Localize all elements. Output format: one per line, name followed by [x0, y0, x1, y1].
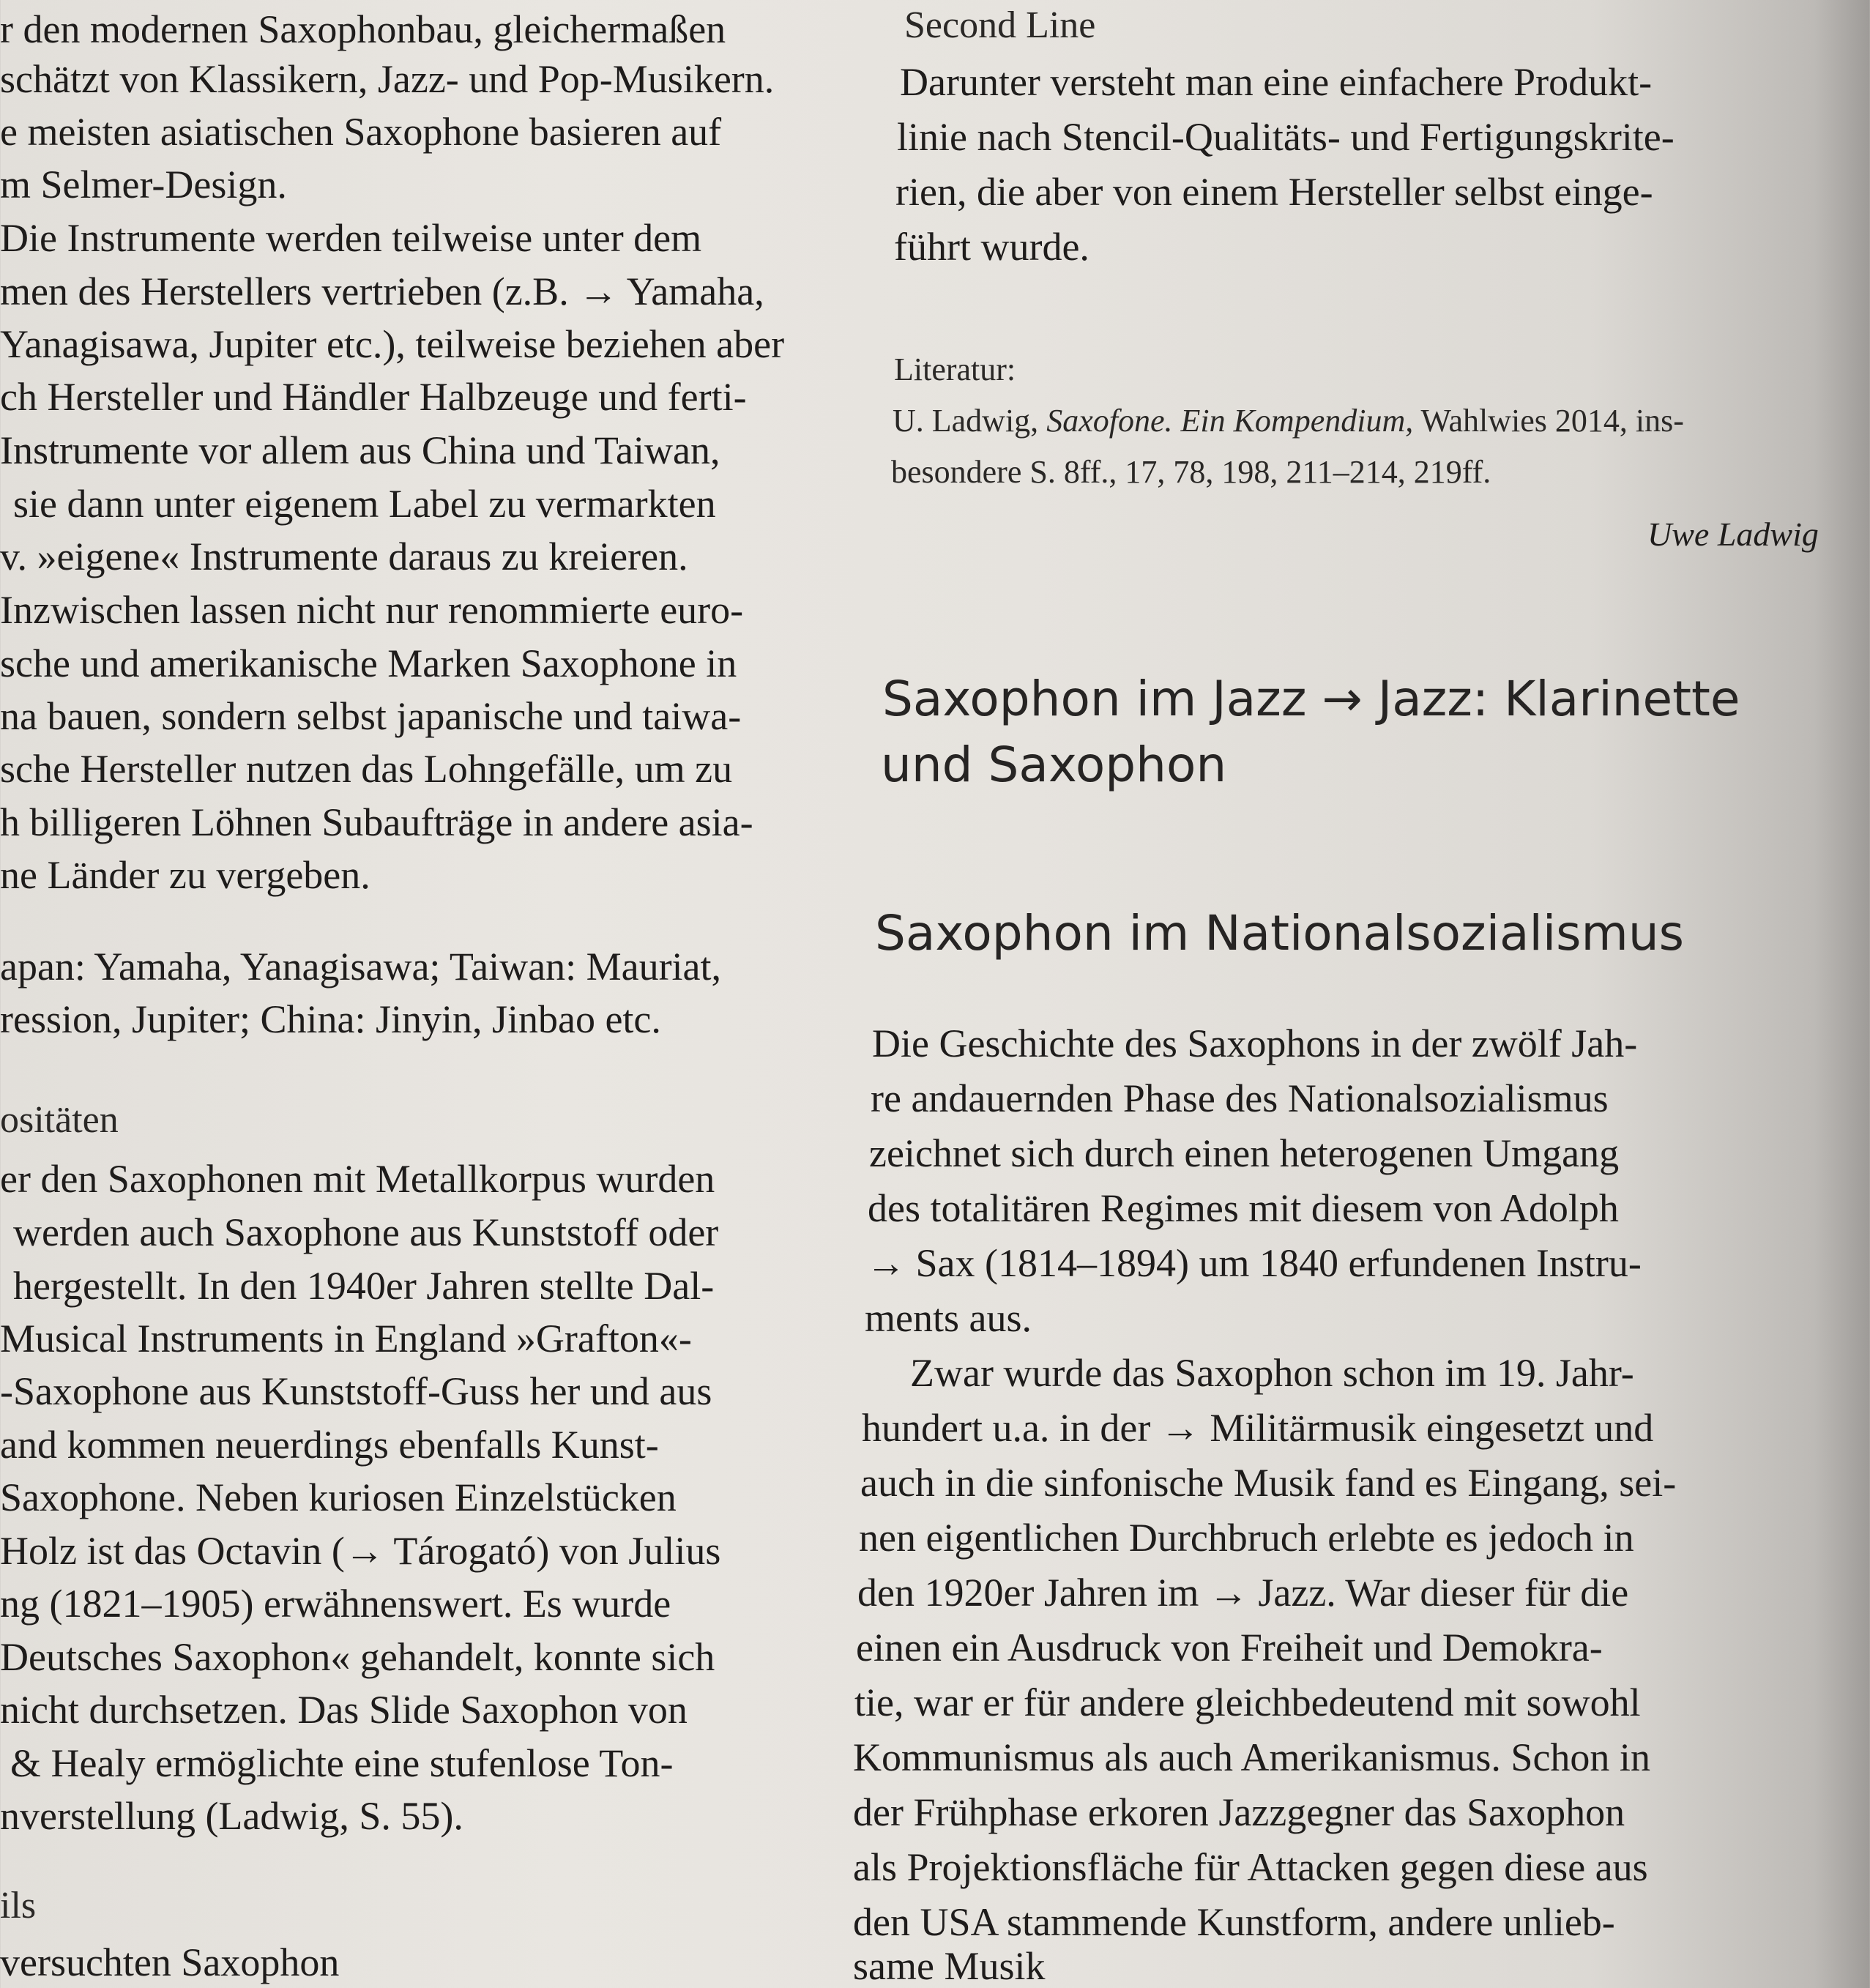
- text-line: zeichnet sich durch einen heterogenen Umgang: [869, 1131, 1620, 1175]
- literature-entry: [893, 403, 1684, 439]
- text-line: Zwar wurde das Saxophon schon im 19. Jahr-: [910, 1351, 1634, 1395]
- text-line: sie dann unter eigenem Label zu vermarkten: [13, 482, 716, 526]
- text-line: auch in die sinfonische Musik fand es Eingang, sei-: [860, 1461, 1677, 1505]
- heading-saxophon-jazz-line2: und Saxophon: [881, 737, 1227, 793]
- text-line: apan: Yamaha, Yanagisawa; Taiwan: Mauriat,: [0, 945, 722, 989]
- text-line: hundert u.a. in der → Militärmusik eingesetzt und: [862, 1406, 1654, 1450]
- text-line: sche Hersteller nutzen das Lohngefälle, um zu: [0, 747, 733, 791]
- literature-entry-line2: besondere S. 8ff., 17, 78, 198, 211–214, 219ff.: [891, 454, 1491, 490]
- text-line: -Saxophone aus Kunststoff-Guss her und aus: [0, 1369, 712, 1413]
- heading-saxophon-nationalsozialismus: Saxophon im Nationalsozialismus: [875, 905, 1685, 961]
- literature-author: U. Ladwig,: [893, 403, 1047, 439]
- text-line: ne Länder zu vergeben.: [0, 853, 370, 897]
- text-line: same Musik: [853, 1944, 1046, 1988]
- text-line: den USA stammende Kunstform, andere unlieb-: [853, 1900, 1615, 1944]
- text-line: Deutsches Saxophon« gehandelt, konnte sich: [0, 1635, 715, 1679]
- text-line: m Selmer-Design.: [0, 163, 287, 206]
- text-line: Saxophone. Neben kuriosen Einzelstücken: [0, 1475, 677, 1519]
- text-line: nicht durchsetzen. Das Slide Saxophon von: [0, 1688, 688, 1732]
- author-signature: Uwe Ladwig: [1647, 515, 1819, 553]
- text-line: Darunter versteht man eine einfachere Produkt-: [900, 60, 1653, 104]
- text-line: Musical Instruments in England »Grafton«-: [0, 1317, 692, 1360]
- text-line: → Sax (1814–1894) um 1840 erfundenen Instru-: [866, 1241, 1642, 1285]
- literature-title: Saxofone. Ein Kompendium,: [1046, 403, 1414, 439]
- literature-rest: Wahlwies 2014, ins-: [1413, 403, 1684, 439]
- text-line: re andauernden Phase des Nationalsozialismus: [871, 1076, 1609, 1120]
- text-line: men des Herstellers vertrieben (z.B. → Yamaha,: [0, 269, 764, 313]
- text-line: Yanagisawa, Jupiter etc.), teilweise beziehen aber: [0, 322, 785, 366]
- text-line: ression, Jupiter; China: Jinyin, Jinbao etc.: [0, 997, 661, 1041]
- text-line: rien, die aber von einem Hersteller selbst einge-: [895, 170, 1653, 214]
- text-line: Kommunismus als auch Amerikanismus. Schon in: [853, 1735, 1650, 1779]
- text-line: einen ein Ausdruck von Freiheit und Demokra-: [856, 1626, 1603, 1669]
- text-line: v. »eigene« Instrumente daraus zu kreieren.: [0, 535, 688, 578]
- text-line: linie nach Stencil-Qualitäts- und Fertigungskrite-: [897, 115, 1675, 159]
- text-line: Instrumente vor allem aus China und Taiwan,: [0, 428, 720, 472]
- text-line: e meisten asiatischen Saxophone basieren auf: [0, 110, 722, 154]
- text-line: & Healy ermöglichte eine stufenlose Ton-: [10, 1741, 674, 1785]
- heading-saxophon-jazz: Saxophon im Jazz → Jazz: Klarinette: [882, 671, 1740, 727]
- subheading-second-line: Second Line: [904, 4, 1096, 46]
- text-line: des totalitären Regimes mit diesem von Adolph: [868, 1186, 1619, 1230]
- subheading: ils: [0, 1885, 37, 1926]
- text-line: h billigeren Löhnen Subaufträge in andere asia-: [0, 800, 753, 844]
- text-line: führt wurde.: [894, 225, 1089, 269]
- text-line: schätzt von Klassikern, Jazz- und Pop-Musikern.: [0, 57, 775, 101]
- text-line: Holz ist das Octavin (→ Tárogató) von Julius: [0, 1529, 721, 1573]
- text-line: nen eigentlichen Durchbruch erlebte es jedoch in: [859, 1516, 1634, 1560]
- text-line: Inzwischen lassen nicht nur renommierte euro-: [0, 588, 744, 632]
- text-line: versuchten Saxophon: [0, 1940, 340, 1984]
- text-line: nverstellung (Ladwig, S. 55).: [0, 1794, 463, 1838]
- text-line: der Frühphase erkoren Jazzgegner das Saxophon: [853, 1790, 1625, 1834]
- text-line: er den Saxophonen mit Metallkorpus wurden: [0, 1157, 715, 1201]
- text-line: ch Hersteller und Händler Halbzeuge und ferti-: [0, 375, 747, 419]
- subheading: ositäten: [0, 1099, 119, 1141]
- text-line: hergestellt. In den 1940er Jahren stellte Dal-: [13, 1264, 715, 1308]
- text-line: tie, war er für andere gleichbedeutend mit sowohl: [854, 1680, 1641, 1724]
- text-line: ng (1821–1905) erwähnenswert. Es wurde: [0, 1582, 671, 1626]
- text-line: na bauen, sondern selbst japanische und taiwa-: [0, 694, 742, 738]
- text-line: Die Geschichte des Saxophons in der zwölf Jah-: [872, 1021, 1638, 1065]
- text-line: ments aus.: [865, 1296, 1032, 1340]
- text-line: sche und amerikanische Marken Saxophone in: [0, 641, 737, 685]
- text-line: and kommen neuerdings ebenfalls Kunst-: [0, 1423, 659, 1467]
- text-line: als Projektionsfläche für Attacken gegen diese aus: [853, 1845, 1648, 1889]
- literature-label: Literatur:: [894, 351, 1016, 387]
- text-line: r den modernen Saxophonbau, gleichermaßen: [0, 7, 726, 51]
- text-line: Die Instrumente werden teilweise unter dem: [0, 216, 702, 260]
- text-line: den 1920er Jahren im → Jazz. War dieser für die: [857, 1571, 1629, 1615]
- text-line: werden auch Saxophone aus Kunststoff oder: [13, 1210, 719, 1254]
